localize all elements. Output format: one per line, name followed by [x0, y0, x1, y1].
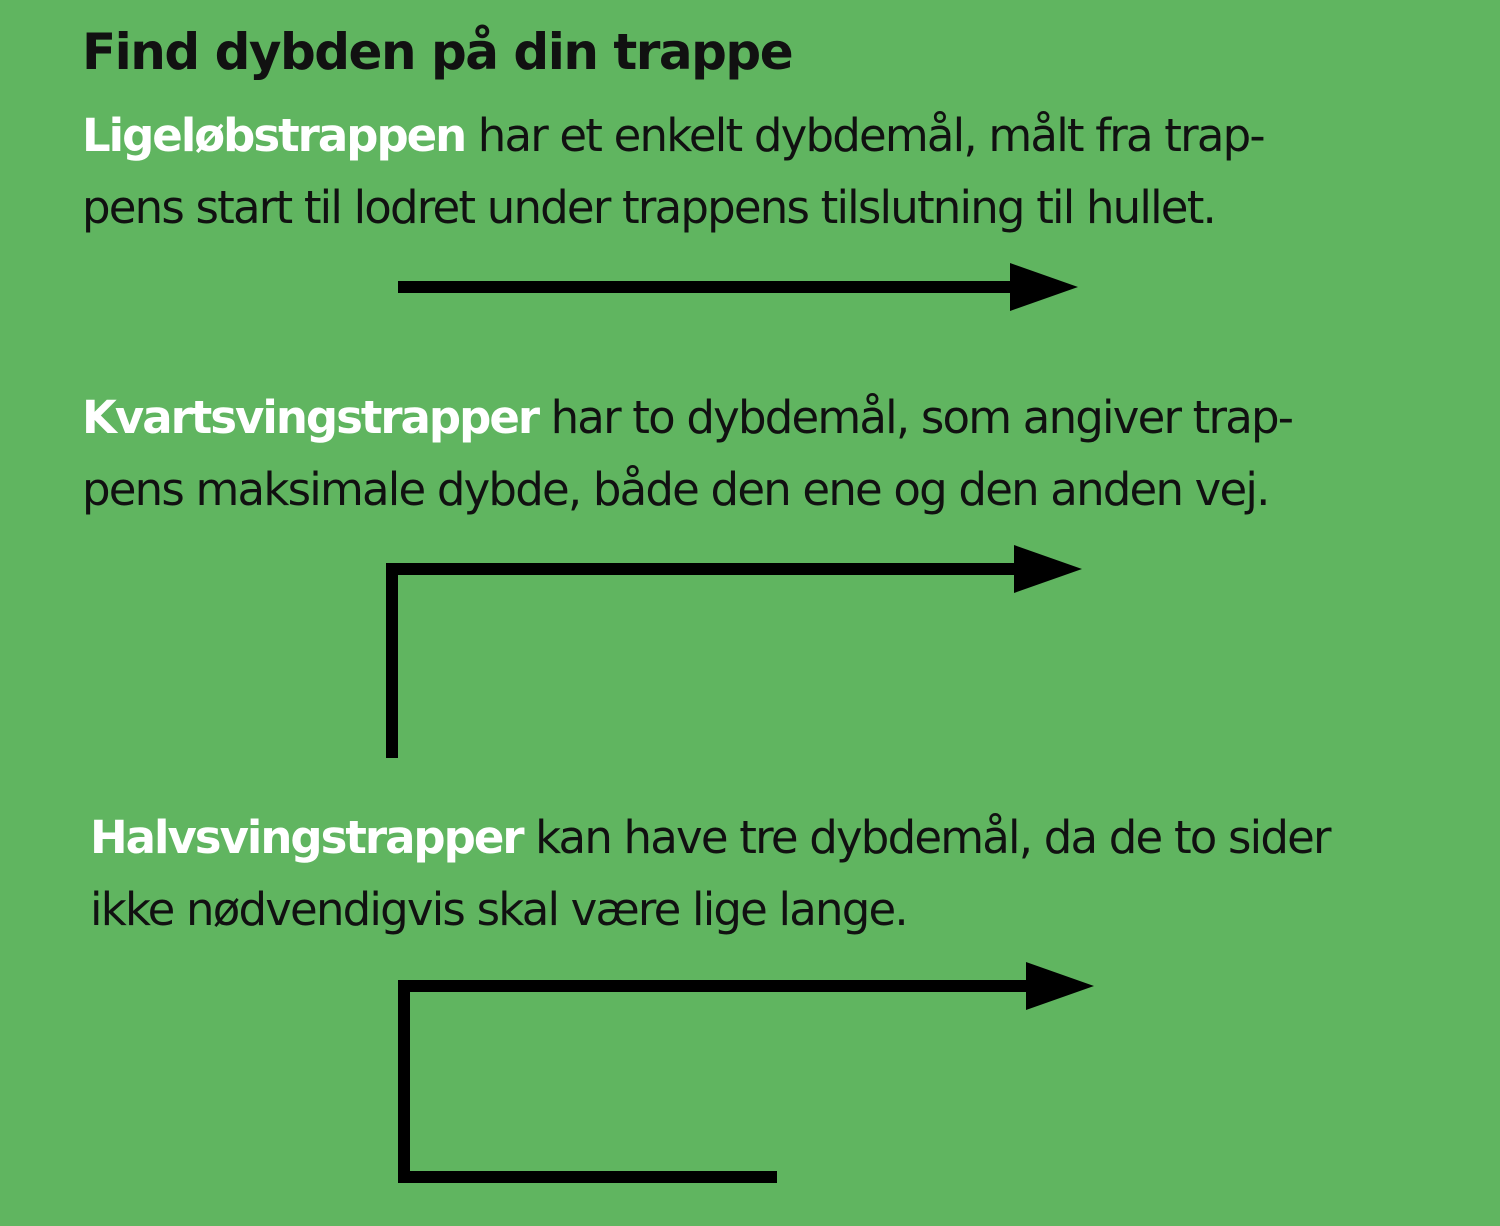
half-turn-arrow-head — [1026, 962, 1094, 1010]
half-turn-arrow-path — [404, 986, 1032, 1177]
quarter-turn-line-1 — [82, 382, 1292, 454]
quarter-turn-depth-arrow — [392, 545, 1082, 758]
straight-stair-arrow-head — [1010, 263, 1078, 311]
quarter-turn-arrow-head — [1014, 545, 1082, 593]
straight-stair-term: Ligeløbstrappen — [82, 109, 466, 162]
half-turn-depth-arrow — [404, 962, 1094, 1177]
quarter-turn-stair-description — [82, 382, 1292, 526]
half-turn-line-1 — [90, 802, 1330, 874]
straight-stair-text-1: har et enkelt dybdemål, målt fra trap- — [465, 109, 1264, 162]
half-turn-text-1: kan have tre dybdemål, da de to sider — [522, 811, 1330, 864]
half-turn-text-2: ikke nødvendigvis skal være lige lange. — [90, 883, 907, 936]
quarter-turn-arrow-path — [392, 569, 1020, 758]
quarter-turn-term: Kvartsvingstrapper — [82, 391, 539, 444]
quarter-turn-text-2: pens maksimale dybde, både den ene og den anden vej. — [82, 463, 1269, 516]
half-turn-stair-description — [90, 802, 1330, 946]
straight-stair-depth-arrow — [398, 263, 1078, 311]
straight-stair-text-2: pens start til lodret under trappens tilslutning til hullet. — [82, 181, 1216, 234]
page-title: Find dybden på din trappe — [82, 23, 793, 81]
quarter-turn-text-1: har to dybdemål, som angiver trap- — [538, 391, 1293, 444]
half-turn-term: Halvsvingstrapper — [90, 811, 523, 864]
